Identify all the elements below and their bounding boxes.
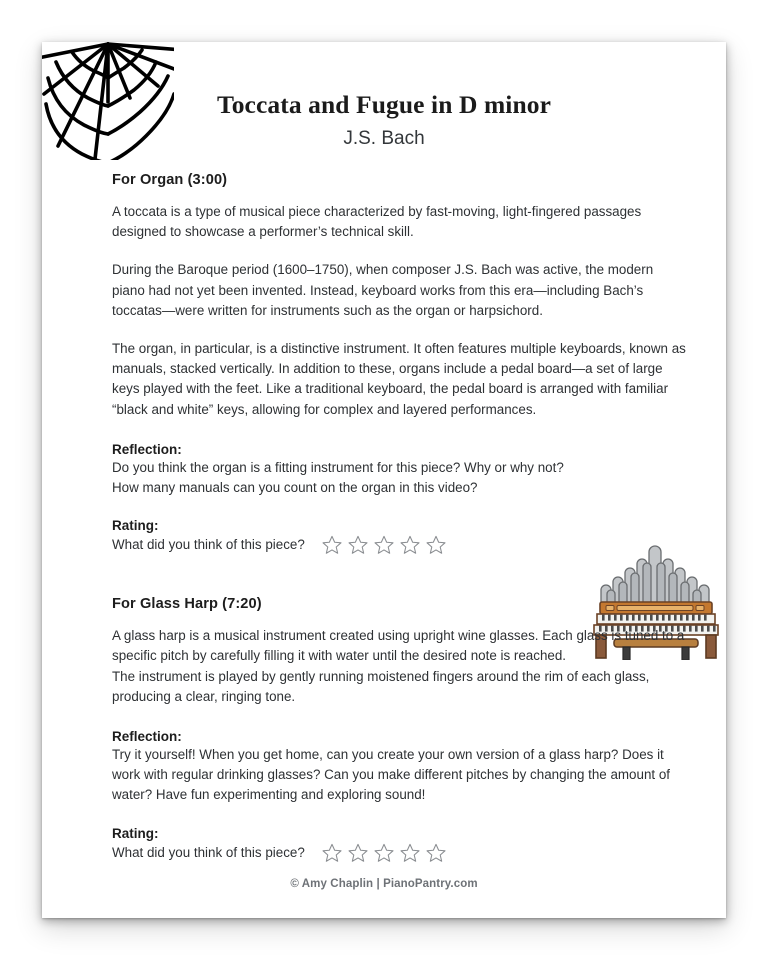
star-outline-icon[interactable] (347, 534, 369, 556)
reflection-label: Reflection: (112, 729, 182, 745)
section-divider-space (112, 556, 688, 596)
section-heading: For Organ (3:00) (112, 172, 228, 188)
star-rating-control[interactable] (321, 842, 447, 864)
worksheet-page (42, 42, 726, 918)
reflection-question: Try it yourself! When you get home, can you create your own version of a glass harp? Does it work with regular drinking glasses? Can you make different pitches by changing the amount of water? Have fun experimenting and exploring sound! (112, 747, 671, 803)
section-for-glass-harp (112, 596, 688, 863)
section-heading: For Glass Harp (7:20) (112, 596, 262, 613)
paragraph: The instrument is played by gently running moistened fingers around the rim of each glass, producing a clear, ringing tone. (112, 668, 650, 704)
star-outline-icon[interactable] (425, 534, 447, 556)
rating-prompt: What did you think of this piece? (112, 844, 305, 860)
star-rating-control[interactable] (321, 534, 447, 556)
star-outline-icon[interactable] (321, 842, 343, 864)
rating-row (112, 842, 688, 864)
reflection-block (112, 729, 688, 806)
star-outline-icon[interactable] (373, 842, 395, 864)
star-outline-icon[interactable] (347, 842, 369, 864)
star-outline-icon[interactable] (399, 534, 421, 556)
page-footer: © Amy Chaplin | PianoPantry.com (290, 878, 478, 890)
paragraph: A glass harp is a musical instrument created using upright wine glasses. Each glass is tuned to a specific pitch by carefully filling it with water until the desired note is reached. (112, 628, 685, 664)
worksheet-content (112, 172, 688, 864)
rating-label: Rating: (112, 518, 159, 534)
star-outline-icon[interactable] (399, 842, 421, 864)
reflection-question: How many manuals can you count on the organ in this video? (112, 480, 478, 496)
reflection-question: Do you think the organ is a fitting instrument for this piece? Why or why not? (112, 459, 564, 475)
rating-label: Rating: (112, 825, 159, 841)
document-header (42, 90, 726, 150)
star-outline-icon[interactable] (425, 842, 447, 864)
paragraph: A toccata is a type of musical piece characterized by fast-moving, light-fingered passages designed to showcase a performer’s technical skill. (112, 204, 642, 240)
rating-prompt: What did you think of this piece? (112, 537, 305, 553)
reflection-label: Reflection: (112, 441, 182, 457)
rating-row (112, 534, 688, 556)
rating-block (112, 826, 688, 864)
star-outline-icon[interactable] (373, 534, 395, 556)
paragraph: During the Baroque period (1600–1750), when composer J.S. Bach was active, the modern piano had not yet been invented. Instead, keyboard works from this era—including Bach’s toccatas—were written for instruments such as the organ or harpsichord. (112, 262, 654, 318)
page-title: Toccata and Fugue in D minor (216, 90, 552, 119)
reflection-block (112, 442, 688, 498)
rating-block (112, 518, 688, 556)
star-outline-icon[interactable] (321, 534, 343, 556)
composer-name: J.S. Bach (343, 127, 425, 149)
section-for-organ (112, 172, 688, 556)
paragraph: The organ, in particular, is a distinctive instrument. It often features multiple keyboards, known as manuals, stacked vertically. In addition to these, organs include a pedal board—a set of large keys played with the feet. Like a traditional keyboard, the pedal board is arranged with familiar “black and white” keys, allowing for complex and layered performances. (112, 341, 686, 417)
